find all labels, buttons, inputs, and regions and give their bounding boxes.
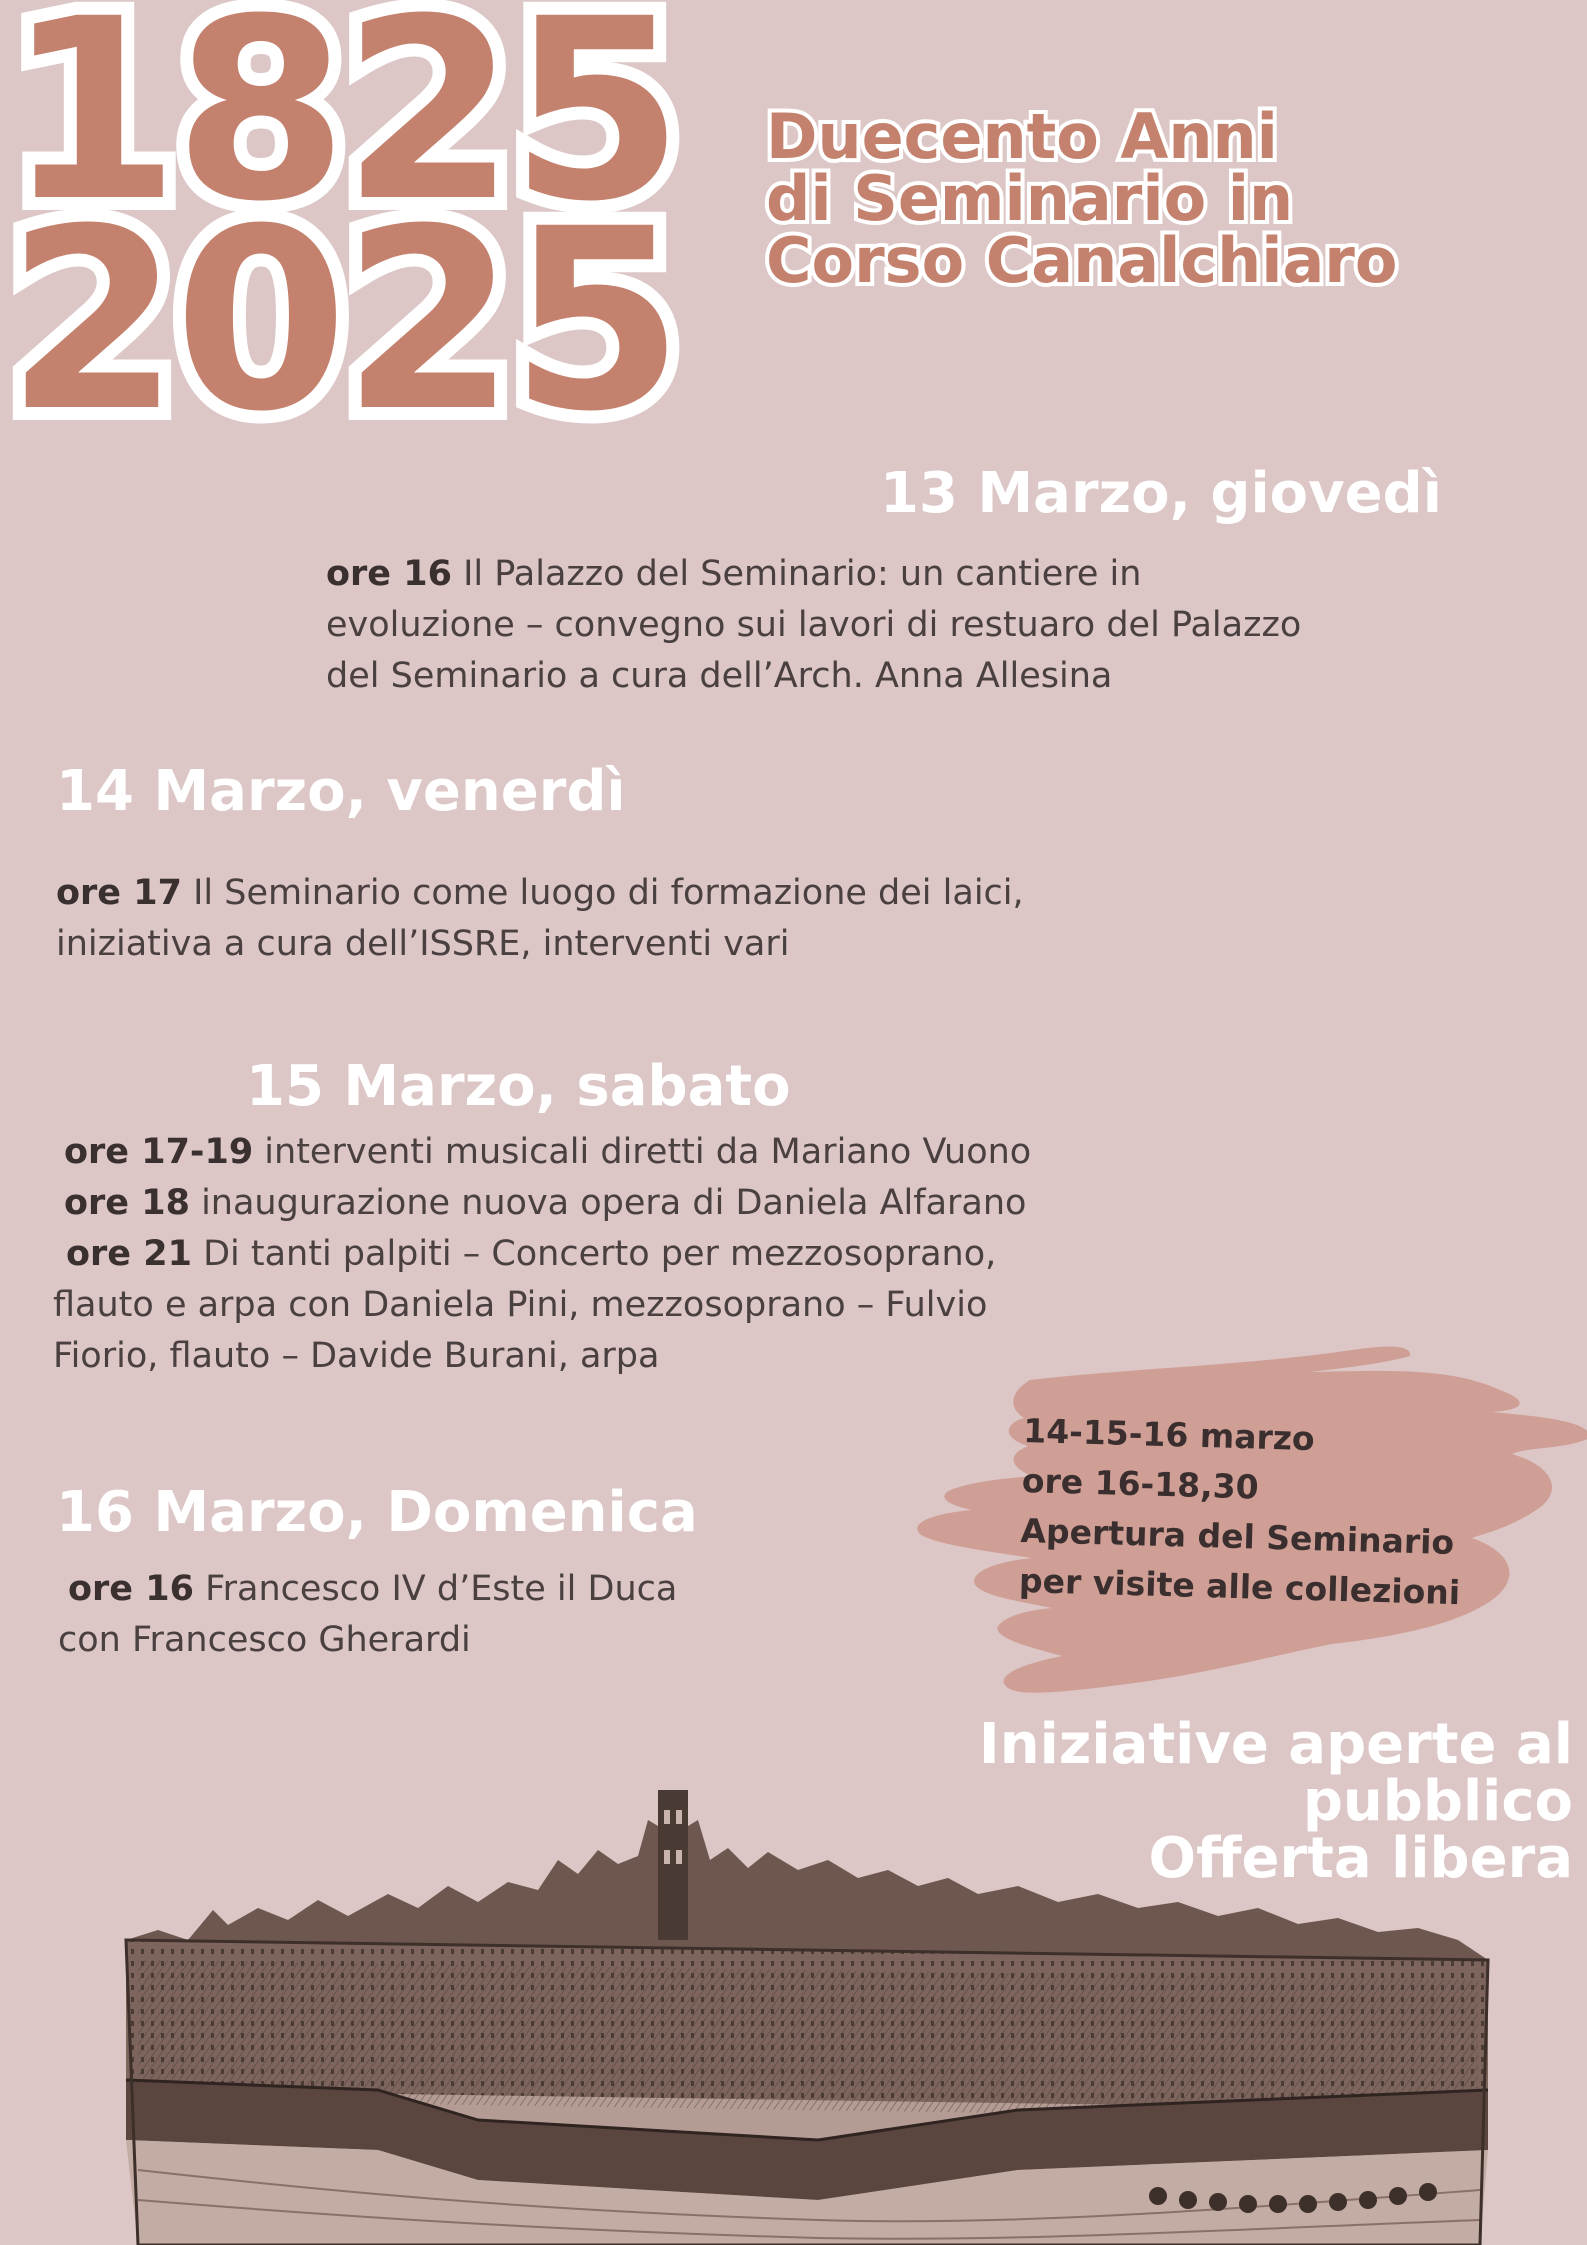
subtitle-line: Duecento Anni [766, 100, 1278, 173]
event-description: interventi musicali diretti da Mariano Vuono [253, 1132, 1032, 1172]
poster-subtitle [766, 100, 1398, 297]
event-time: ore 16 [68, 1569, 194, 1609]
event-description: Francesco IV d’Este il Duca [193, 1569, 678, 1609]
event-line: flauto e arpa con Daniela Pini, mezzosoprano – Fulvio [53, 1285, 988, 1325]
open-visits-detail: per visite alle collezioni [1018, 1560, 1461, 1613]
subtitle-line: Corso Canalchiaro [766, 224, 1398, 297]
event-line: con Francesco Gherardi [58, 1620, 471, 1660]
event-line: del Seminario a cura dell’Arch. Anna Allesina [326, 656, 1113, 696]
open-visits-note [1018, 1406, 1465, 1618]
day-events-13-marzo [326, 549, 1301, 702]
open-visits-hours: ore 16-18,30 [1021, 1460, 1260, 1507]
event-description: Il Palazzo del Seminario: un cantiere in [451, 554, 1142, 594]
open-visits-title: Apertura del Seminario [1019, 1510, 1455, 1563]
event-time: ore 17 [56, 873, 182, 913]
day-events-16-marzo [58, 1564, 677, 1666]
day-events-14-marzo [56, 868, 1024, 970]
public-notice-line: Iniziative aperte al [978, 1712, 1573, 1777]
day-heading-14-marzo: 14 Marzo, venerdì [56, 759, 626, 824]
public-notice-line: Offerta libera [1148, 1826, 1573, 1891]
year-start: 1825 [6, 0, 678, 256]
event-line: Fiorio, flauto – Davide Burani, arpa [53, 1336, 660, 1376]
event-time: ore 16 [326, 554, 452, 594]
event-line [56, 868, 1024, 919]
event-time: ore 21 [66, 1234, 192, 1274]
event-time: ore 18 [64, 1183, 190, 1223]
day-heading-16-marzo: 16 Marzo, Domenica [56, 1480, 698, 1545]
public-notice-line: pubblico [1302, 1769, 1573, 1834]
event-description: Il Seminario come luogo di formazione dei laici, [181, 873, 1024, 913]
event-line: iniziativa a cura dell’ISSRE, interventi vari [56, 924, 790, 964]
day-events-15-marzo [53, 1127, 1032, 1382]
event-line [326, 549, 1301, 600]
day-heading-15-marzo: 15 Marzo, sabato [246, 1054, 791, 1119]
event-description: Di tanti palpiti – Concerto per mezzosoprano, [191, 1234, 997, 1274]
subtitle-line: di Seminario in [766, 162, 1294, 235]
day-heading-13-marzo: 13 Marzo, giovedì [880, 461, 1442, 526]
open-visits-dates: 14-15-16 marzo [1022, 1410, 1316, 1459]
event-line [56, 1229, 1031, 1280]
event-line [56, 1127, 1031, 1178]
event-line [58, 1564, 677, 1615]
event-time: ore 17-19 [64, 1132, 254, 1172]
event-line: evoluzione – convegno sui lavori di restuaro del Palazzo [326, 605, 1302, 645]
city-engraving-image [118, 1790, 1498, 2245]
event-line [56, 1178, 1031, 1229]
year-end: 2025 [6, 175, 678, 466]
event-description: inaugurazione nuova opera di Daniela Alfarano [189, 1183, 1027, 1223]
